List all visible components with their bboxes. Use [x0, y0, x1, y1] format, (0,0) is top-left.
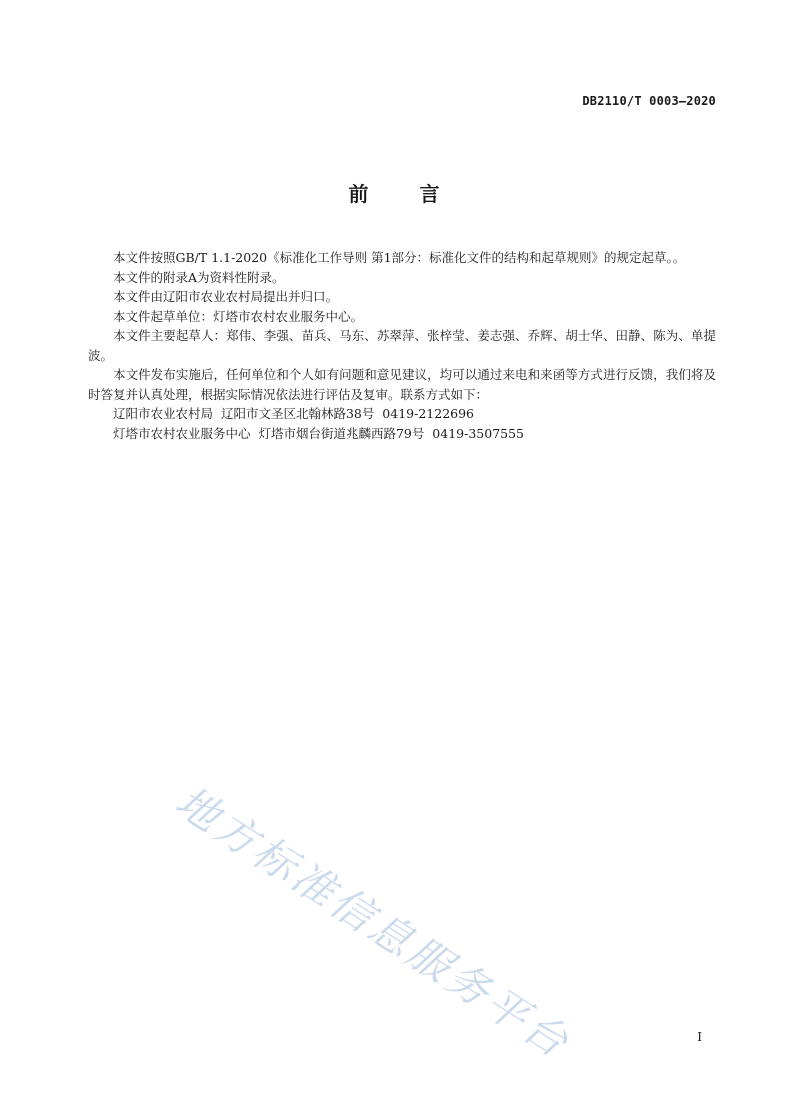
watermark: 地方标准信息服务平台	[166, 776, 580, 1069]
paragraph-drafting-unit: 本文件起草单位：灯塔市农村农业服务中心。	[113, 308, 364, 324]
paragraph-appendix: 本文件的附录A为资料性附录。	[113, 269, 285, 285]
paragraph-feedback: 本文件发布实施后，任何单位和个人如有问题和意见建议，均可以通过来电和来函等方式进行反馈，我们将及时答复并认真处理，根据实际情况依法进行评估及复审。联系方式如下：	[88, 367, 716, 402]
contact-line: 灯塔市农村农业服务中心 灯塔市烟台街道兆麟西路79号 0419-3507555	[113, 425, 525, 441]
paragraph-drafters: 本文件主要起草人：郑伟、李强、苗兵、马东、苏翠萍、张梓莹、姜志强、乔辉、胡士华、田静、陈为、单提波。	[88, 328, 716, 363]
paragraph-standard-basis: 本文件按照GB/T 1.1-2020《标准化工作导则 第1部分：标准化文件的结构和起草规则》的规定起草。。	[113, 250, 686, 265]
foreword-body	[88, 248, 716, 443]
page-title: 前 言	[348, 182, 462, 206]
contact-line: 辽阳市农业农村局 辽阳市文圣区北翰林路38号 0419-2122696	[113, 406, 475, 421]
paragraph-proposer: 本文件由辽阳市农业农村局提出并归口。	[113, 289, 339, 304]
document-code: DB2110/T 0003—2020	[582, 94, 716, 108]
page-number: I	[697, 1030, 702, 1044]
